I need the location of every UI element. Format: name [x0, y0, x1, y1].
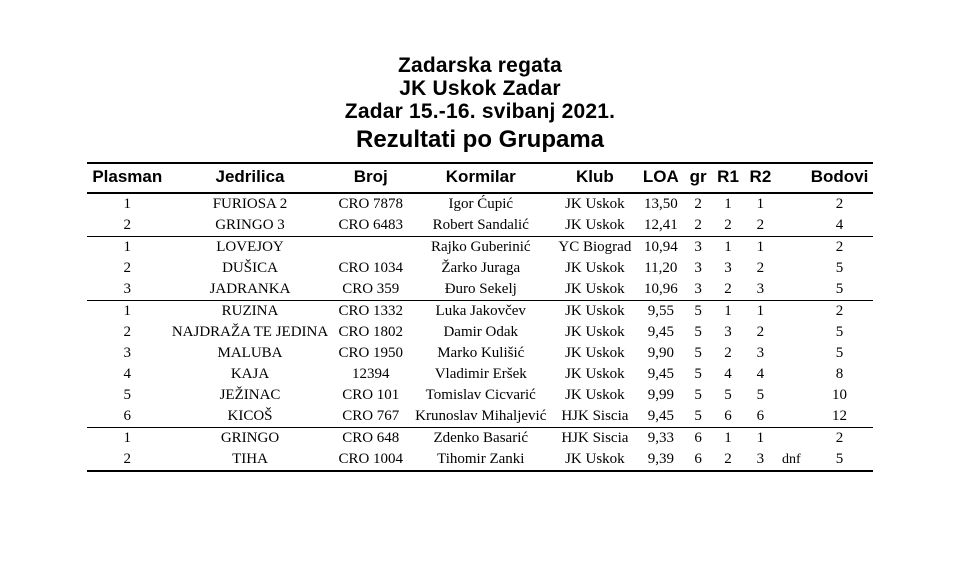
- cell-loa: 9,39: [637, 449, 684, 471]
- cell-r1: 2: [724, 345, 732, 361]
- cell-bodovi: 5: [806, 449, 873, 471]
- cell-dnf: [777, 193, 806, 215]
- cell-gr: 5: [694, 387, 702, 403]
- cell-jedrilica: DUŠICA: [222, 260, 278, 276]
- cell-dnf: [777, 343, 806, 364]
- cell-kormilar: Igor Ćupić: [409, 193, 552, 215]
- results-table: [87, 162, 873, 472]
- cell-loa: 10,96: [643, 281, 678, 297]
- cell-gr: 6: [684, 449, 711, 471]
- table-row: [87, 301, 873, 323]
- cell-loa: 9,99: [647, 387, 674, 403]
- cell-loa: 9,55: [637, 301, 684, 323]
- cell-r2: 2: [756, 217, 765, 233]
- cell-gr: 3: [694, 281, 702, 297]
- cell-r2: 1: [744, 301, 776, 323]
- table-row: [87, 258, 873, 279]
- cell-gr: 5: [694, 324, 702, 340]
- column-header-r2: R2: [744, 163, 776, 193]
- cell-plasman: 1: [87, 301, 168, 323]
- cell-dnf: [777, 301, 806, 323]
- cell-r1: 1: [712, 301, 744, 323]
- cell-gr: 5: [694, 408, 702, 424]
- cell-broj: CRO 7878: [332, 193, 409, 215]
- cell-bodovi: 2: [806, 301, 873, 323]
- cell-bodovi: 12: [832, 408, 848, 424]
- cell-kormilar: Žarko Juraga: [441, 260, 521, 276]
- cell-jedrilica: GRINGO: [168, 428, 333, 450]
- cell-plasman: 6: [123, 408, 132, 424]
- cell-kormilar: Tihomir Zanki: [409, 449, 552, 471]
- cell-kormilar: Damir Odak: [443, 324, 519, 340]
- cell-loa: 9,45: [647, 408, 674, 424]
- cell-jedrilica: LOVEJOY: [168, 237, 333, 259]
- cell-bodovi: 8: [835, 366, 844, 382]
- column-header-loa: LOA: [637, 163, 684, 193]
- cell-broj: CRO 6483: [338, 217, 404, 233]
- cell-plasman: 4: [123, 366, 132, 382]
- cell-gr: 2: [684, 193, 711, 215]
- column-header-jedrilica: Jedrilica: [168, 163, 333, 193]
- cell-r1: 3: [724, 324, 732, 340]
- cell-gr: 3: [694, 260, 702, 276]
- cell-kormilar: Zdenko Basarić: [409, 428, 552, 450]
- cell-r1: 1: [712, 237, 744, 259]
- cell-dnf: [777, 364, 806, 385]
- cell-r1: 2: [712, 449, 744, 471]
- cell-r1: 5: [724, 387, 732, 403]
- header-subtitle: Rezultati po Grupama: [355, 126, 605, 153]
- cell-loa: 11,20: [644, 260, 678, 276]
- cell-r1: 2: [724, 217, 732, 233]
- column-header-broj: Broj: [332, 163, 409, 193]
- cell-dnf: [777, 237, 806, 259]
- cell-r2: 6: [756, 408, 765, 424]
- cell-bodovi: 4: [835, 217, 844, 233]
- cell-plasman: 2: [87, 449, 168, 471]
- table-row: [87, 428, 873, 450]
- cell-jedrilica: KICOŠ: [227, 408, 273, 424]
- cell-dnf: [777, 406, 806, 428]
- cell-gr: 5: [694, 345, 702, 361]
- cell-plasman: 5: [123, 387, 132, 403]
- cell-klub: HJK Siscia: [552, 428, 637, 450]
- cell-plasman: 2: [123, 324, 132, 340]
- table-row: [87, 343, 873, 364]
- cell-plasman: 2: [123, 217, 132, 233]
- cell-klub: JK Uskok: [565, 387, 625, 403]
- cell-dnf: [777, 258, 806, 279]
- cell-jedrilica: TIHA: [168, 449, 333, 471]
- cell-plasman: 3: [123, 345, 132, 361]
- cell-klub: JK Uskok: [552, 301, 637, 323]
- cell-klub: JK Uskok: [565, 366, 625, 382]
- cell-dnf: dnf: [777, 449, 806, 471]
- cell-r2: 2: [756, 324, 765, 340]
- table-row: [87, 385, 873, 406]
- header-line-1: Zadarska regata: [397, 54, 563, 77]
- cell-broj: CRO 1332: [332, 301, 409, 323]
- table-row: [87, 215, 873, 237]
- cell-broj: CRO 359: [342, 281, 400, 297]
- cell-kormilar: Krunoslav Mihaljević: [415, 408, 547, 424]
- cell-gr: 2: [694, 217, 702, 233]
- table-body: [87, 193, 873, 471]
- cell-r2: 1: [744, 237, 776, 259]
- cell-r1: 1: [712, 428, 744, 450]
- cell-jedrilica: JADRANKA: [209, 281, 291, 297]
- cell-klub: JK Uskok: [552, 193, 637, 215]
- cell-r1: 4: [724, 366, 732, 382]
- cell-plasman: 1: [87, 193, 168, 215]
- cell-plasman: 2: [123, 260, 132, 276]
- cell-dnf: [777, 279, 806, 301]
- cell-plasman: 1: [87, 237, 168, 259]
- cell-gr: 3: [684, 237, 711, 259]
- cell-klub: JK Uskok: [565, 260, 625, 276]
- cell-bodovi: 5: [835, 345, 844, 361]
- cell-r1: 1: [712, 193, 744, 215]
- cell-r2: 3: [744, 449, 776, 471]
- column-header-bodovi: Bodovi: [806, 163, 873, 193]
- cell-klub: JK Uskok: [565, 324, 625, 340]
- cell-klub: JK Uskok: [565, 217, 625, 233]
- column-header-spacer: [777, 163, 806, 193]
- cell-kormilar: Vladimir Eršek: [434, 366, 527, 382]
- cell-kormilar: Luka Jakovčev: [409, 301, 552, 323]
- cell-gr: 6: [684, 428, 711, 450]
- cell-r2: 1: [744, 428, 776, 450]
- cell-dnf: [777, 428, 806, 450]
- cell-dnf: [777, 322, 806, 343]
- cell-r1: 6: [724, 408, 732, 424]
- cell-loa: 9,90: [647, 345, 674, 361]
- column-header-gr: gr: [684, 163, 711, 193]
- cell-loa: 9,45: [647, 366, 674, 382]
- cell-broj: CRO 767: [342, 408, 400, 424]
- cell-plasman: 3: [123, 281, 132, 297]
- cell-jedrilica: MALUBA: [217, 345, 283, 361]
- table-row: [87, 279, 873, 301]
- cell-klub: YC Biograd: [552, 237, 637, 259]
- cell-broj: [332, 237, 409, 259]
- document-header: [0, 0, 960, 155]
- column-header-r1: R1: [712, 163, 744, 193]
- cell-loa: 12,41: [643, 217, 678, 233]
- table-row: [87, 193, 873, 215]
- cell-broj: 12394: [352, 366, 390, 382]
- cell-r2: 4: [756, 366, 765, 382]
- cell-jedrilica: NAJDRAŽA TE JEDINA: [171, 324, 329, 340]
- cell-jedrilica: KAJA: [230, 366, 270, 382]
- cell-loa: 9,45: [647, 324, 674, 340]
- cell-bodovi: 5: [835, 260, 844, 276]
- column-header-kormilar: Kormilar: [409, 163, 552, 193]
- cell-bodovi: 2: [806, 428, 873, 450]
- table-row: [87, 237, 873, 259]
- cell-bodovi: 2: [806, 237, 873, 259]
- results-table-container: [87, 162, 873, 472]
- cell-klub: JK Uskok: [552, 449, 637, 471]
- header-line-3: Zadar 15.-16. svibanj 2021.: [344, 100, 616, 123]
- cell-bodovi: 2: [806, 193, 873, 215]
- cell-plasman: 1: [87, 428, 168, 450]
- cell-r1: 2: [724, 281, 732, 297]
- cell-kormilar: Robert Sandalić: [432, 217, 529, 233]
- header-line-2: JK Uskok Zadar: [399, 77, 561, 100]
- cell-bodovi: 5: [835, 281, 844, 297]
- cell-klub: HJK Siscia: [561, 408, 629, 424]
- cell-jedrilica: JEŽINAC: [219, 387, 281, 403]
- cell-r1: 3: [724, 260, 732, 276]
- cell-r2: 1: [744, 193, 776, 215]
- table-row: [87, 406, 873, 428]
- table-header-row: [87, 163, 873, 193]
- cell-broj: CRO 1004: [332, 449, 409, 471]
- table-row: [87, 364, 873, 385]
- cell-dnf: [777, 385, 806, 406]
- cell-gr: 5: [684, 301, 711, 323]
- cell-broj: CRO 1034: [338, 260, 404, 276]
- cell-kormilar: Marko Kulišić: [437, 345, 525, 361]
- cell-r2: 5: [756, 387, 765, 403]
- table-row: [87, 449, 873, 471]
- cell-jedrilica: RUZINA: [168, 301, 333, 323]
- cell-r2: 2: [756, 260, 765, 276]
- cell-r2: 3: [756, 345, 765, 361]
- cell-broj: CRO 1950: [338, 345, 404, 361]
- column-header-klub: Klub: [552, 163, 637, 193]
- table-header: [87, 163, 873, 193]
- cell-kormilar: Rajko Guberinić: [409, 237, 552, 259]
- cell-jedrilica: FURIOSA 2: [168, 193, 333, 215]
- cell-kormilar: Đuro Sekelj: [444, 281, 517, 297]
- cell-broj: CRO 101: [342, 387, 400, 403]
- cell-dnf: [777, 215, 806, 237]
- cell-r2: 3: [756, 281, 765, 297]
- cell-broj: CRO 1802: [338, 324, 404, 340]
- cell-broj: CRO 648: [332, 428, 409, 450]
- cell-loa: 10,94: [637, 237, 684, 259]
- table-row: [87, 322, 873, 343]
- cell-loa: 13,50: [637, 193, 684, 215]
- cell-klub: JK Uskok: [565, 345, 625, 361]
- cell-kormilar: Tomislav Cicvarić: [425, 387, 536, 403]
- cell-loa: 9,33: [637, 428, 684, 450]
- cell-gr: 5: [694, 366, 702, 382]
- column-header-plasman: Plasman: [87, 163, 168, 193]
- cell-bodovi: 5: [835, 324, 844, 340]
- cell-klub: JK Uskok: [565, 281, 625, 297]
- cell-jedrilica: GRINGO 3: [215, 217, 285, 233]
- cell-bodovi: 10: [832, 387, 848, 403]
